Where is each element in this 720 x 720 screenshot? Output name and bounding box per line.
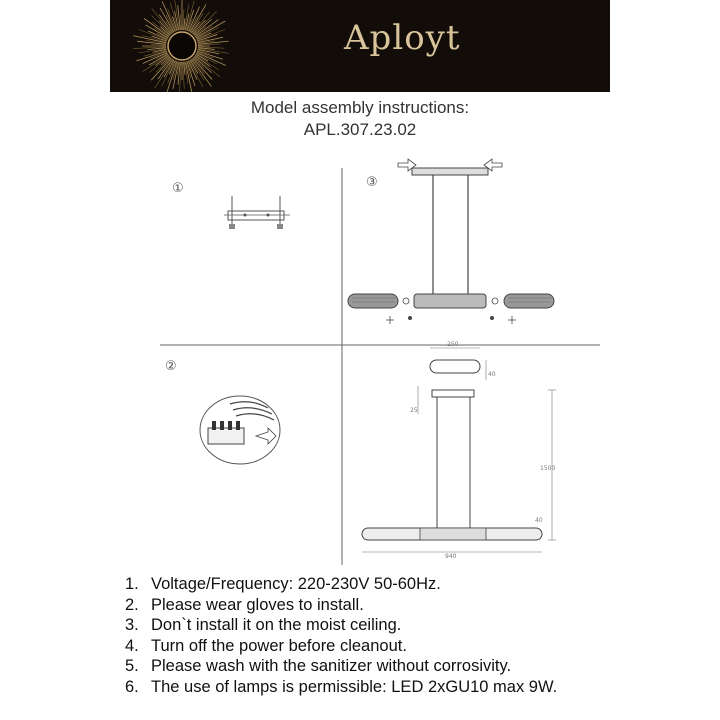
step1-diagram — [172, 180, 290, 229]
dim-height-top: 40 — [488, 371, 496, 378]
list-item: 4. Turn off the power before cleanout. — [125, 636, 407, 655]
model-number: APL.307.23.02 — [303, 120, 417, 139]
dim-tube-diameter: 40 — [535, 517, 543, 524]
dim-total-height: 1500 — [540, 465, 556, 472]
step3-label: ③ — [366, 174, 378, 189]
step2-label: ② — [165, 358, 177, 373]
list-item: 1. Voltage/Frequency: 220-230V 50-60Hz. — [125, 575, 441, 593]
step2-diagram — [165, 358, 280, 464]
instruction-list — [125, 574, 557, 698]
page-title: Model assembly instructions: — [250, 98, 470, 117]
list-item: 3. Don`t install it on the moist ceiling. — [125, 616, 402, 635]
dimensions-drawing — [362, 341, 556, 560]
list-item: 2. Please wear gloves to install. — [125, 595, 364, 614]
list-item: 6. The use of lamps is permissible: LED 2xGU10 max 9W. — [125, 677, 558, 696]
step1-label: ① — [172, 180, 184, 195]
step3-diagram — [348, 159, 554, 324]
dim-gap: 25 — [410, 407, 418, 414]
dim-width-bottom: 940 — [445, 553, 457, 560]
list-item: 5. Please wash with the sanitizer without corrosivity. — [125, 657, 512, 676]
dim-width-top: 250 — [447, 341, 459, 348]
brand-name: Aployt — [344, 18, 461, 58]
